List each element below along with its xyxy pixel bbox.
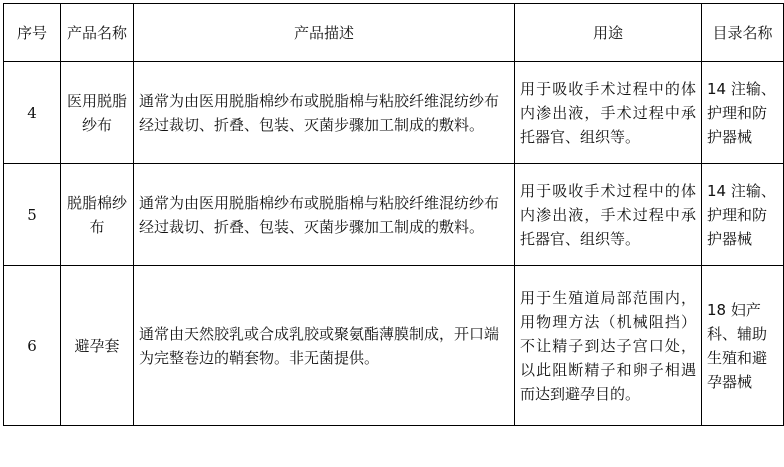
row-category: 14 注输、护理和防护器械	[702, 62, 784, 164]
table-row	[4, 62, 784, 164]
row-category: 14 注输、护理和防护器械	[702, 164, 784, 266]
row-name: 脱脂棉纱布	[61, 164, 134, 266]
header-description: 产品描述	[134, 4, 515, 62]
row-description: 通常为由医用脱脂棉纱布或脱脂棉与粘胶纤维混纺纱布经过裁切、折叠、包装、灭菌步骤加工制成的敷料。	[134, 164, 515, 266]
row-use: 用于吸收手术过程中的体内渗出液，手术过程中承托器官、组织等。	[515, 62, 702, 164]
row-use: 用于吸收手术过程中的体内渗出液，手术过程中承托器官、组织等。	[515, 164, 702, 266]
row-number: 5	[4, 164, 61, 266]
row-name: 医用脱脂纱布	[61, 62, 134, 164]
row-name: 避孕套	[61, 266, 134, 426]
header-use: 用途	[515, 4, 702, 62]
table-row	[4, 266, 784, 426]
row-number: 6	[4, 266, 61, 426]
row-category: 18 妇产科、辅助生殖和避孕器械	[702, 266, 784, 426]
header-name: 产品名称	[61, 4, 134, 62]
row-number: 4	[4, 62, 61, 164]
row-use: 用于生殖道局部范围内，用物理方法（机械阻挡）不让精子到达子宫口处，以此阻断精子和卵子相遇而达到避孕目的。	[515, 266, 702, 426]
header-row	[4, 4, 784, 62]
header-number: 序号	[4, 4, 61, 62]
header-category: 目录名称	[702, 4, 784, 62]
row-description: 通常由天然胶乳或合成乳胶或聚氨酯薄膜制成，开口端为完整卷边的鞘套物。非无菌提供。	[134, 266, 515, 426]
row-description: 通常为由医用脱脂棉纱布或脱脂棉与粘胶纤维混纺纱布经过裁切、折叠、包装、灭菌步骤加工制成的敷料。	[134, 62, 515, 164]
table-row	[4, 164, 784, 266]
product-table	[3, 3, 784, 426]
